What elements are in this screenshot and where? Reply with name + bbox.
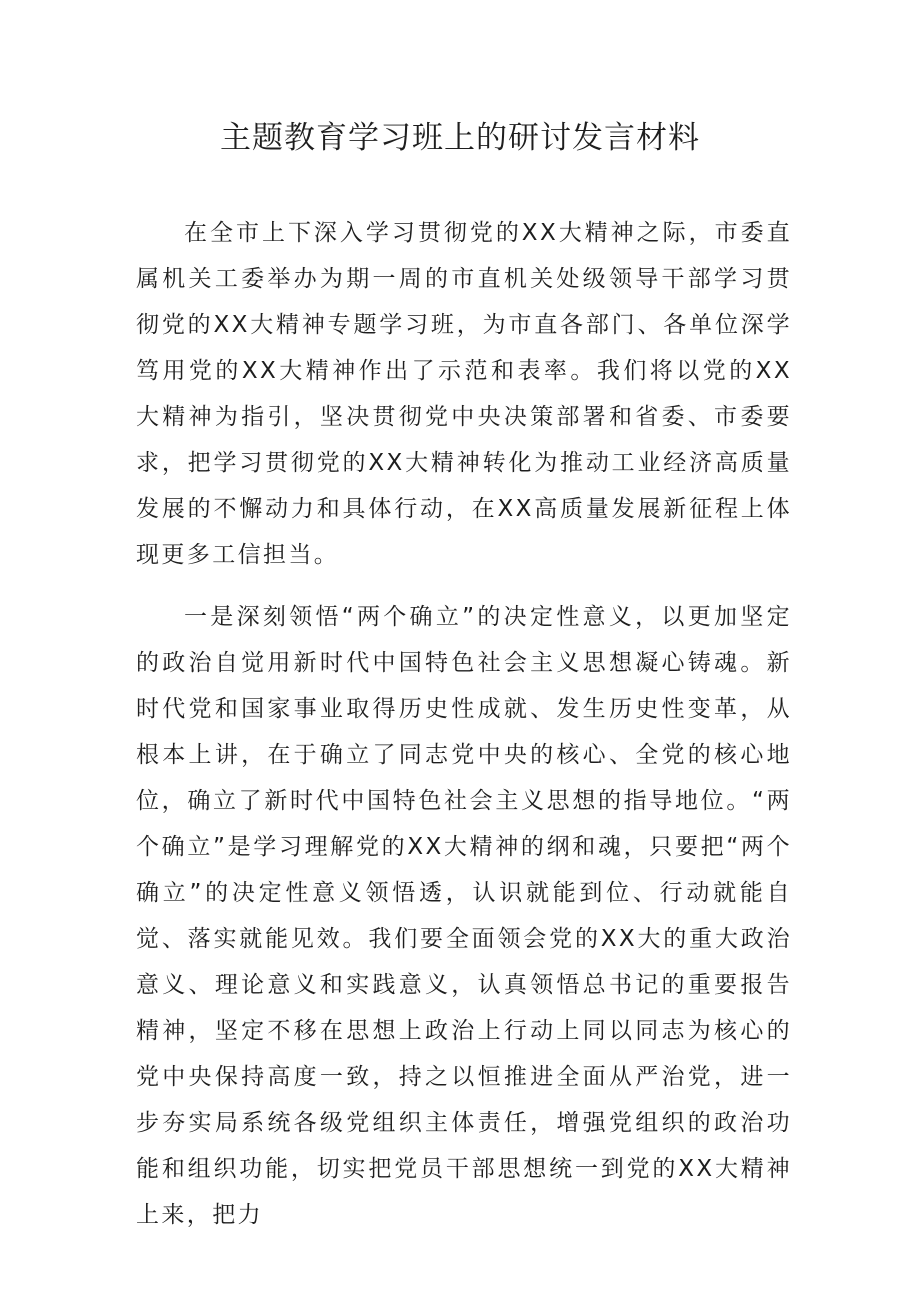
paragraph-intro: 在全市上下深入学习贯彻党的XX大精神之际，市委直属机关工委举办为期一周的市直机关处级领导干部学习贯彻党的XX大精神专题学习班，为市直各部门、各单位深学笃用党的XX大精神作出了示范和表率。我们将以党的XX大精神为指引，坚决贯彻党中央决策部署和省委、市委要求，把学习贯彻党的XX大精神转化为推动工业经济高质量发展的不懈动力和具体行动，在XX高质量发展新征程上体现更多工信担当。 [136,220,792,568]
document-title: 主题教育学习班上的研讨发言材料 [220,120,700,156]
paragraph-point-one: 一是深刻领悟“两个确立”的决定性意义，以更加坚定的政治自觉用新时代中国特色社会主义思想凝心铸魂。新时代党和国家事业取得历史性成就、发生历史性变革，从根本上讲，在于确立了同志党中央的核心、全党的核心地位，确立了新时代中国特色社会主义思想的指导地位。“两个确立”是学习理解党的XX大精神的纲和魂，只要把“两个确立”的决定性意义领悟透，认识就能到位、行动就能自觉、落实就能见效。我们要全面领会党的XX大的重大政治意义、理论意义和实践意义，认真领悟总书记的重要报告精神，坚定不移在思想上政治上行动上同以同志为核心的党中央保持高度一致，持之以恒推进全面从严治党，进一步夯实局系统各级党组织主体责任，增强党组织的政治功能和组织功能，切实把党员干部思想统一到党的XX大精神上来，把力 [136,604,792,1228]
